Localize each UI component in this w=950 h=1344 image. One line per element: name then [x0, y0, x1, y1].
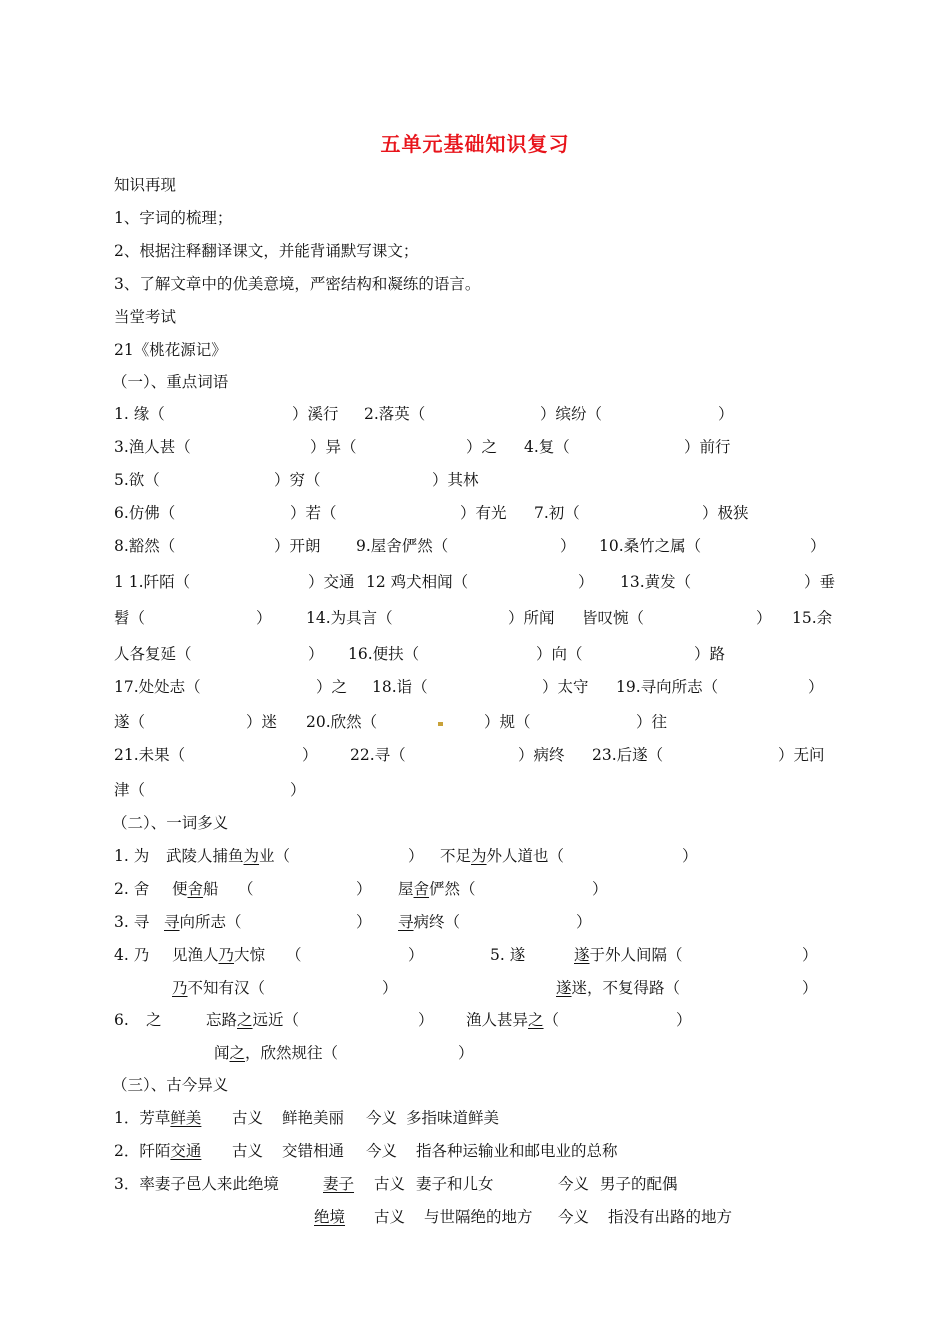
example-sentence: 遂迷，不复得路（: [556, 979, 681, 997]
blank-item: 8.豁然（: [114, 537, 176, 555]
blank-item: ）: [308, 645, 324, 663]
section-heading: 知识再现: [114, 176, 177, 194]
blank-item: ）: [560, 537, 576, 555]
label-ancient: 古义: [232, 1142, 264, 1160]
section-heading: （三）、古今异义: [112, 1076, 229, 1094]
blank-item: ）: [756, 609, 772, 627]
item-number: 5. 遂: [490, 946, 526, 964]
blank-item: ）异（: [310, 438, 357, 456]
item-number: 3. 寻: [114, 913, 150, 931]
blank-item: ）: [290, 781, 306, 799]
label-ancient: 古义: [374, 1175, 406, 1193]
blank-item: 津（: [114, 781, 146, 799]
blank-item: 10.桑竹之属（: [599, 537, 702, 555]
blank-item: 13.黄发（: [620, 573, 692, 591]
highlight-word: 妻子: [323, 1175, 355, 1193]
stray-mark: [438, 722, 443, 726]
label-ancient: 古义: [232, 1109, 264, 1127]
lesson-title: 21《桃花源记》: [114, 341, 227, 359]
section-heading: （一）、重点词语: [112, 373, 229, 391]
section-heading: （二）、一词多义: [112, 814, 229, 832]
blank-item: 20.欣然（: [306, 713, 378, 731]
blank-item: ）路: [694, 645, 726, 663]
ancient-meaning: 妻子和儿女: [416, 1175, 494, 1193]
example-sentence: 不足为外人道也（: [440, 847, 565, 865]
blank-item: ）交通: [308, 573, 355, 591]
section-heading: 当堂考试: [114, 308, 177, 326]
label-modern: 今义: [558, 1175, 590, 1193]
modern-meaning: 男子的配偶: [600, 1175, 678, 1193]
item-number: 6.: [114, 1011, 129, 1029]
blank-item: ）迷: [246, 713, 278, 731]
blank-close: ）: [356, 913, 372, 931]
blank-item: ）之: [466, 438, 498, 456]
example-sentence: 寻向所志（: [164, 913, 242, 931]
blank-item: ）无问: [778, 746, 825, 764]
blank-item: ）其林: [432, 471, 479, 489]
blank-item: ）有光: [460, 504, 507, 522]
list-item: 3、了解文章中的优美意境，严密结构和凝练的语言。: [114, 275, 481, 293]
blank-close: ）: [802, 946, 818, 964]
blank-item: ）开朗: [274, 537, 321, 555]
blank-item: 1 1.阡陌（: [114, 573, 191, 591]
blank-item: ）: [718, 405, 734, 423]
item-number: 1. 为: [114, 847, 150, 865]
item-number: 4. 乃: [114, 946, 150, 964]
blank-close: ）: [682, 847, 698, 865]
example-sentence: 屋舍俨然（: [398, 880, 476, 898]
blank-item: 9.屋舍俨然（: [356, 537, 449, 555]
blank-item: 23.后遂（: [592, 746, 664, 764]
example-sentence: 寻病终（: [398, 913, 461, 931]
label-modern: 今义: [366, 1142, 398, 1160]
blank-item: 18.诣（: [372, 678, 428, 696]
list-item: 1、字词的梳理；: [114, 209, 233, 227]
blank-item: ）之: [316, 678, 348, 696]
highlight-word: 绝境: [314, 1208, 346, 1226]
blank-item: ）规（: [484, 713, 531, 731]
blank-item: 2.落英（: [364, 405, 426, 423]
example-sentence: 闻之，欣然规往（: [214, 1044, 339, 1062]
blank-item: 3.渔人甚（: [114, 438, 191, 456]
example-sentence: 便舍船: [172, 880, 219, 898]
blank-close: ）: [676, 1011, 692, 1029]
list-item: 2、根据注释翻译课文，并能背诵默写课文；: [114, 242, 419, 260]
item-number: 2. 舍: [114, 880, 150, 898]
phrase: 3．率妻子邑人来此绝境: [114, 1175, 279, 1193]
example-sentence: 渔人甚异之（: [466, 1011, 560, 1029]
blank-item: 14.为具言（: [306, 609, 393, 627]
phrase: 2．阡陌交通: [114, 1142, 202, 1160]
blank-item: ）: [578, 573, 594, 591]
blank-close: ）: [382, 979, 398, 997]
blank-item: ）溪行: [292, 405, 339, 423]
blank-item: 5.欲（: [114, 471, 160, 489]
blank-item: 髫（: [114, 609, 146, 627]
page-title: 五单元基础知识复习: [380, 132, 570, 156]
blank-item: ）垂: [804, 573, 836, 591]
blank-item: ）极狭: [702, 504, 749, 522]
blank-item: 22.寻（: [350, 746, 406, 764]
modern-meaning: 多指味道鲜美: [406, 1109, 500, 1127]
phrase: 1．芳草鲜美: [114, 1109, 202, 1127]
example-sentence: 武陵人捕鱼为业（: [166, 847, 291, 865]
label-modern: 今义: [366, 1109, 398, 1127]
blank-item: ）太守: [542, 678, 589, 696]
blank-open: （: [238, 880, 254, 898]
blank-open: （: [286, 946, 302, 964]
blank-item: 15.余: [792, 609, 833, 627]
item-word: 之: [146, 1011, 162, 1029]
blank-item: ）若（: [290, 504, 337, 522]
blank-close: ）: [592, 880, 608, 898]
blank-close: ）: [576, 913, 592, 931]
blank-item: ）往: [636, 713, 668, 731]
blank-close: ）: [356, 880, 372, 898]
blank-item: 遂（: [114, 713, 146, 731]
blank-item: ）穷（: [274, 471, 321, 489]
blank-close: ）: [458, 1044, 474, 1062]
example-sentence: 忘路之远近（: [206, 1011, 300, 1029]
example-sentence: 乃不知有汉（: [172, 979, 266, 997]
blank-item: ）向（: [536, 645, 583, 663]
blank-item: 7.初（: [534, 504, 580, 522]
label-ancient: 古义: [374, 1208, 406, 1226]
blank-item: 16.便扶（: [348, 645, 420, 663]
ancient-meaning: 与世隔绝的地方: [424, 1208, 533, 1226]
blank-item: 19.寻向所志（: [616, 678, 719, 696]
blank-item: ）病终: [518, 746, 565, 764]
blank-close: ）: [418, 1011, 434, 1029]
blank-close: ）: [802, 979, 818, 997]
blank-close: ）: [408, 946, 424, 964]
blank-item: 4.复（: [524, 438, 570, 456]
modern-meaning: 指各种运输业和邮电业的总称: [416, 1142, 618, 1160]
blank-item: 1. 缘（: [114, 405, 165, 423]
blank-item: ）: [302, 746, 318, 764]
blank-item: 21.未果（: [114, 746, 186, 764]
blank-close: ）: [408, 847, 424, 865]
blank-item: 人各复延（: [114, 645, 192, 663]
blank-item: ）: [808, 678, 824, 696]
blank-item: 皆叹惋（: [582, 609, 645, 627]
blank-item: ）缤纷（: [540, 405, 603, 423]
ancient-meaning: 交错相通: [282, 1142, 345, 1160]
blank-item: 17.处处志（: [114, 678, 201, 696]
ancient-meaning: 鲜艳美丽: [282, 1109, 345, 1127]
modern-meaning: 指没有出路的地方: [608, 1208, 733, 1226]
blank-item: 6.仿佛（: [114, 504, 176, 522]
example-sentence: 见渔人乃大惊: [172, 946, 266, 964]
blank-item: ）所闻: [508, 609, 555, 627]
label-modern: 今义: [558, 1208, 590, 1226]
blank-item: ）前行: [684, 438, 731, 456]
blank-item: ）: [256, 609, 272, 627]
blank-item: 12 鸡犬相闻（: [366, 573, 469, 591]
example-sentence: 遂于外人间隔（: [574, 946, 683, 964]
blank-item: ）: [810, 537, 826, 555]
